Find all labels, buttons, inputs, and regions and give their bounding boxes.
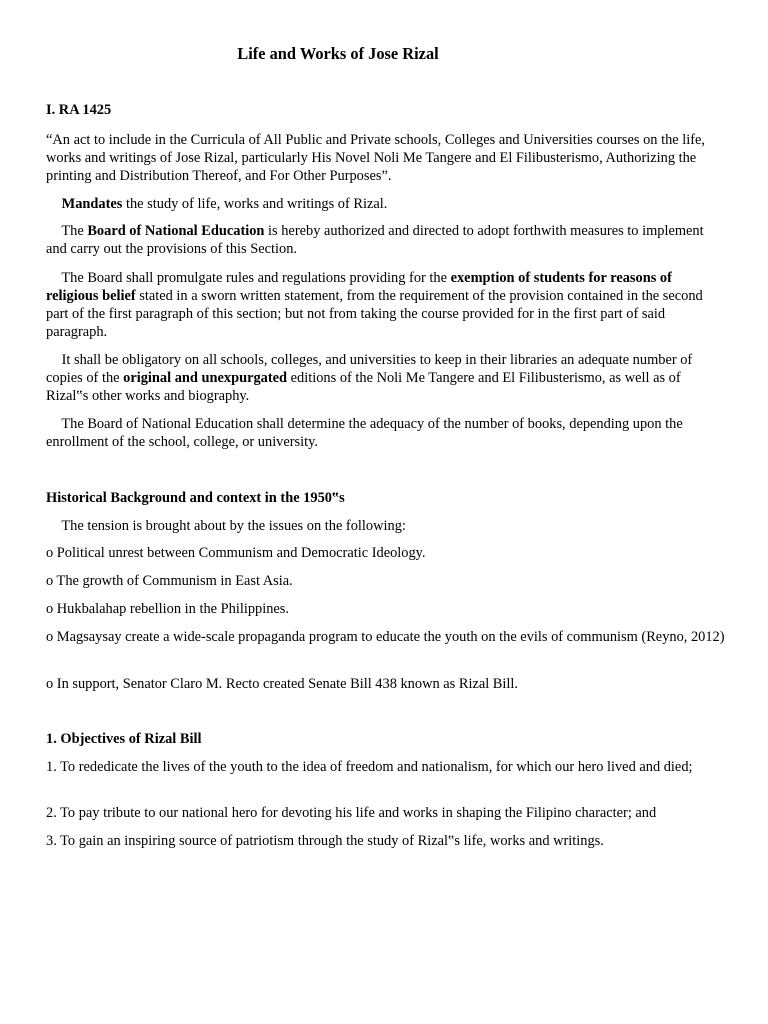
ra-quote: “An act to include in the Curricula of All Public and Private schools, Colleges and Universities courses on the life, works and writings of Jose Rizal, particularly His Novel Noli Me Tangere and El Filibusterismo, Authorizing the printing and Distribution Thereof, and For Other Purposes”. (46, 132, 706, 184)
history-intro (46, 517, 726, 535)
document-title: Life and Works of Jose Rizal (237, 44, 439, 63)
ra-bullet-1 (46, 195, 726, 213)
bullet-4-text: editions of the Noli Me Tangere and El Filibusterismo, as well as of Rizal‟s other works and biography. (46, 370, 681, 404)
bullet-4-pre: It shall be obligatory on all schools, colleges, and universities to keep in their libraries an adequate number of copies of the (46, 352, 693, 386)
bullet-5-text: The Board of National Education shall determine the adequacy of the number of books, depending upon the enrollment of the school, college, or university. (46, 416, 683, 450)
section-objectives-heading: 1. Objectives of Rizal Bill (46, 731, 202, 747)
ra-bullet-4 (46, 351, 726, 405)
bullet-3-bold: exemption of students for reasons of religious belief (46, 270, 672, 304)
bullet-2-pre: The (61, 223, 88, 239)
bullet-3-text: stated in a sworn written statement, from the requirement of the provision contained in the second part of the first paragraph of this section; but not from taking the course provided for in the first part of said paragraph. (46, 288, 703, 340)
bullet-3-pre: The Board shall promulgate rules and regulations providing for the (61, 270, 451, 286)
history-item: o Hukbalahap rebellion in the Philippines. (46, 601, 289, 617)
bullet-1-text: the study of life, works and writings of Rizal. (122, 196, 388, 212)
history-item: o Magsaysay create a wide-scale propaganda program to educate the youth on the evils of communism (Reyno, 2012) (46, 629, 725, 645)
section-ra-heading: I. RA 1425 (46, 102, 112, 118)
bullet-2-bold: Board of National Education (87, 223, 265, 239)
objective-item: 1. To rededicate the lives of the youth to the idea of freedom and nationalism, for which our hero lived and died; (46, 759, 693, 775)
ra-bullet-2 (46, 222, 726, 258)
bullet-2-text: is hereby authorized and directed to adopt forthwith measures to implement and carry out the provisions of this Section. (46, 223, 704, 257)
ra-bullet-3 (46, 269, 726, 341)
history-item: o In support, Senator Claro M. Recto created Senate Bill 438 known as Rizal Bill. (46, 676, 519, 692)
history-item: o The growth of Communism in East Asia. (46, 573, 293, 589)
bullet-4-bold: original and unexpurgated (123, 370, 288, 386)
history-intro-text: The tension is brought about by the issues on the following: (61, 518, 406, 534)
ra-bullet-5 (46, 415, 726, 451)
bullet-1-bold: Mandates (61, 196, 123, 212)
objective-item: 2. To pay tribute to our national hero for devoting his life and works in shaping the Filipino character; and (46, 805, 657, 821)
section-history-heading: Historical Background and context in the 1950‟s (46, 490, 345, 506)
objective-item: 3. To gain an inspiring source of patriotism through the study of Rizal‟s life, works and writings. (46, 833, 604, 849)
history-item: o Political unrest between Communism and Democratic Ideology. (46, 545, 426, 561)
